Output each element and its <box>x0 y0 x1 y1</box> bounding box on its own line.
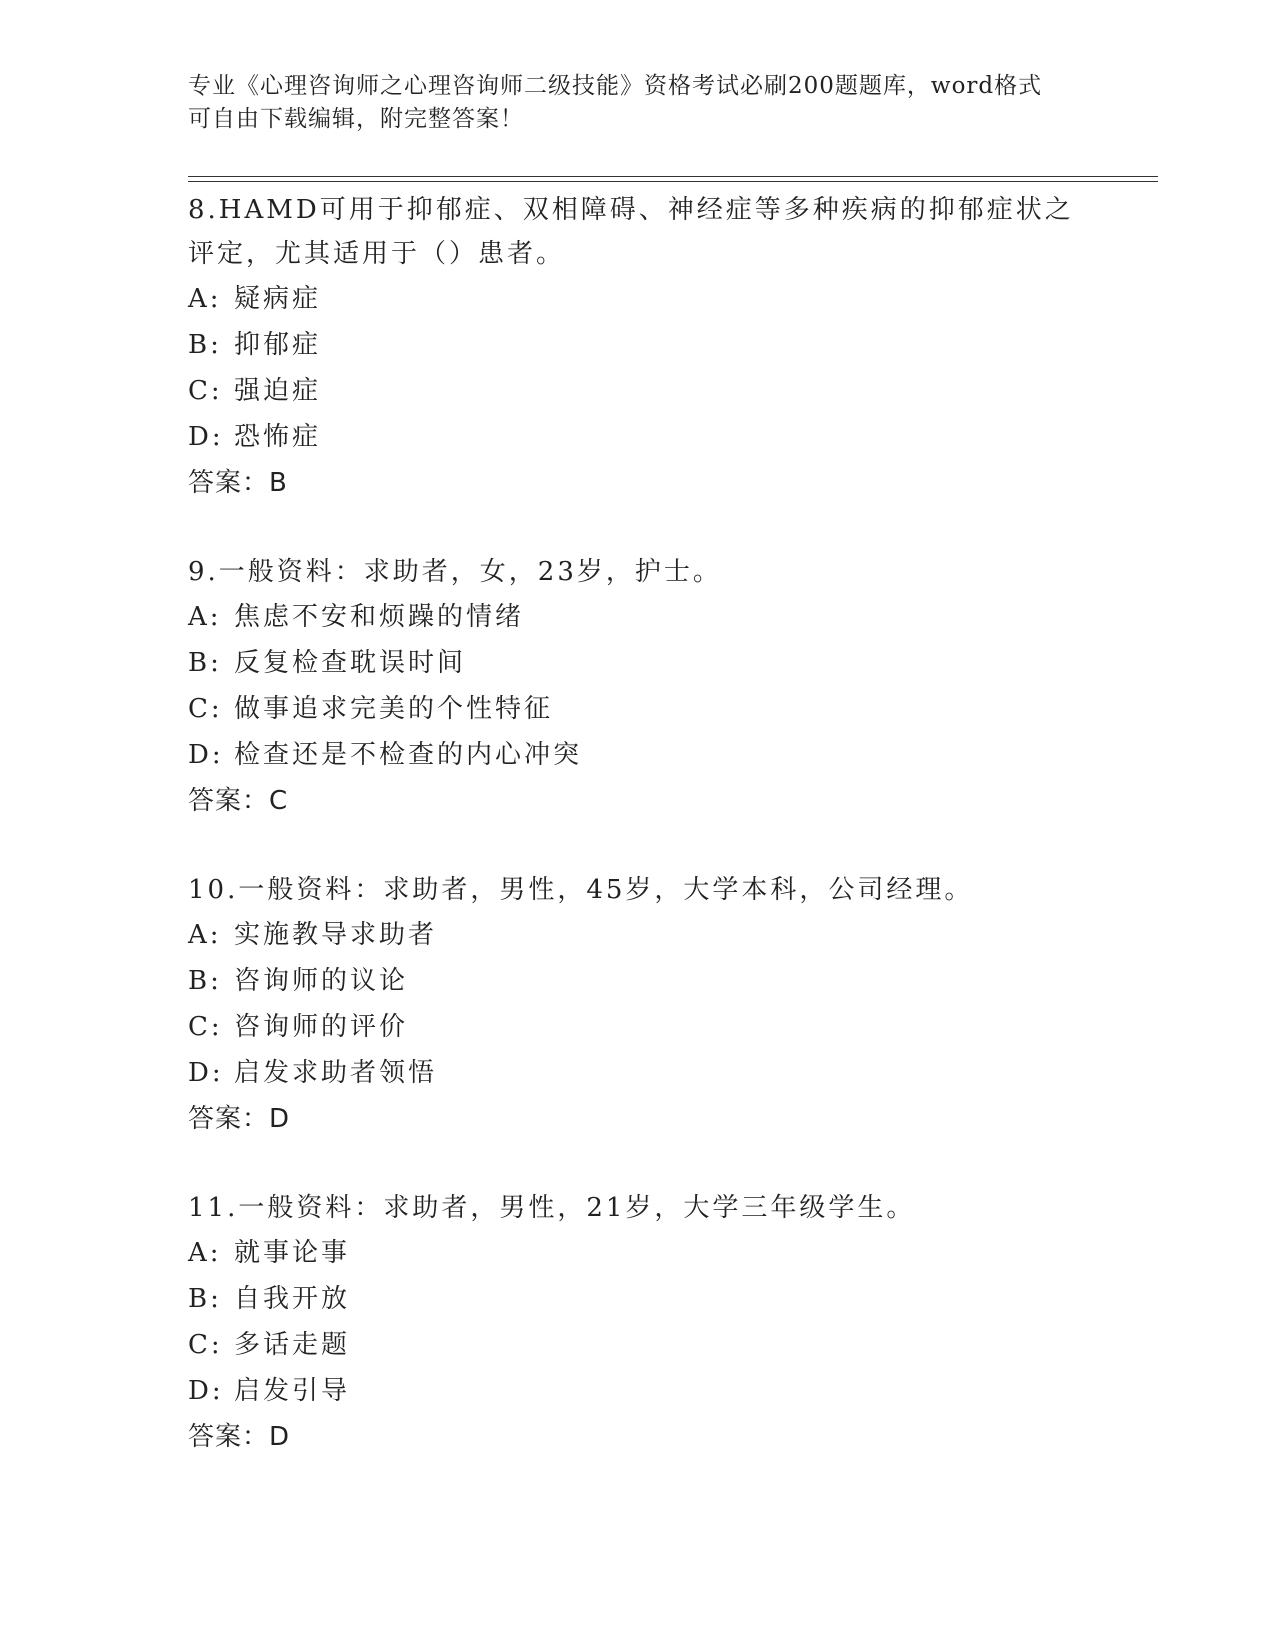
option-text: 多话走题 <box>234 1330 351 1360</box>
question-stem: 11.一般资料：求助者，男性，21岁，大学三年级学生。 <box>188 1193 916 1223</box>
option-a <box>188 594 1088 640</box>
option-text: 反复检查耽误时间 <box>234 648 467 678</box>
option-key: D: <box>188 422 224 452</box>
question-list <box>188 188 1088 1504</box>
option-key: A: <box>188 602 222 632</box>
option-key: B: <box>188 966 222 996</box>
option-text: 检查还是不检查的内心冲突 <box>234 740 583 770</box>
option-text: 启发求助者领悟 <box>234 1058 438 1088</box>
option-text: 强迫症 <box>234 376 322 406</box>
header-divider-top <box>188 176 1158 177</box>
question-stem: 9.一般资料：求助者，女，23岁，护士。 <box>188 557 722 587</box>
option-d <box>188 732 1088 778</box>
option-d <box>188 1368 1088 1414</box>
option-key: B: <box>188 330 222 360</box>
option-text: 抑郁症 <box>234 330 322 360</box>
option-c <box>188 686 1088 732</box>
option-text: 启发引导 <box>234 1376 351 1406</box>
option-text: 咨询师的评价 <box>234 1012 409 1042</box>
option-text: 实施教导求助者 <box>234 920 438 950</box>
answer-line: 答案：D <box>188 1422 291 1452</box>
option-text: 做事追求完美的个性特征 <box>234 694 554 724</box>
option-text: 自我开放 <box>234 1284 351 1314</box>
answer-line: 答案：C <box>188 786 289 816</box>
document-header <box>188 70 1088 136</box>
option-c <box>188 368 1088 414</box>
option-key: A: <box>188 1238 222 1268</box>
option-b <box>188 640 1088 686</box>
answer-line: 答案：B <box>188 468 288 498</box>
option-key: A: <box>188 920 222 950</box>
option-a <box>188 276 1088 322</box>
option-key: C: <box>188 694 223 724</box>
option-c <box>188 1004 1088 1050</box>
option-key: B: <box>188 648 222 678</box>
question-stem: 10.一般资料：求助者，男性，45岁，大学本科，公司经理。 <box>188 875 974 905</box>
option-c <box>188 1322 1088 1368</box>
option-key: A: <box>188 284 222 314</box>
option-b <box>188 958 1088 1004</box>
option-text: 恐怖症 <box>234 422 322 452</box>
header-divider-bottom <box>188 181 1158 182</box>
header-line-1: 专业《心理咨询师之心理咨询师二级技能》资格考试必刷200题题库，word格式 <box>188 73 1043 99</box>
option-b <box>188 322 1088 368</box>
option-b <box>188 1276 1088 1322</box>
option-a <box>188 1230 1088 1276</box>
answer-line: 答案：D <box>188 1104 291 1134</box>
option-key: D: <box>188 1376 224 1406</box>
option-key: B: <box>188 1284 222 1314</box>
option-d <box>188 1050 1088 1096</box>
option-text: 焦虑不安和烦躁的情绪 <box>234 602 525 632</box>
option-a <box>188 912 1088 958</box>
option-key: C: <box>188 1330 223 1360</box>
question-item <box>188 550 1088 824</box>
option-text: 疑病症 <box>234 284 322 314</box>
option-text: 咨询师的议论 <box>234 966 409 996</box>
option-key: C: <box>188 376 223 406</box>
option-key: D: <box>188 1058 224 1088</box>
option-text: 就事论事 <box>234 1238 351 1268</box>
question-item <box>188 188 1088 506</box>
option-d <box>188 414 1088 460</box>
question-stem: 8.HAMD可用于抑郁症、双相障碍、神经症等多种疾病的抑郁症状之评定，尤其适用于（）患者。 <box>188 195 1074 269</box>
option-key: C: <box>188 1012 223 1042</box>
option-key: D: <box>188 740 224 770</box>
header-line-2: 可自由下载编辑，附完整答案！ <box>188 106 524 132</box>
question-item <box>188 868 1088 1142</box>
question-item <box>188 1186 1088 1460</box>
